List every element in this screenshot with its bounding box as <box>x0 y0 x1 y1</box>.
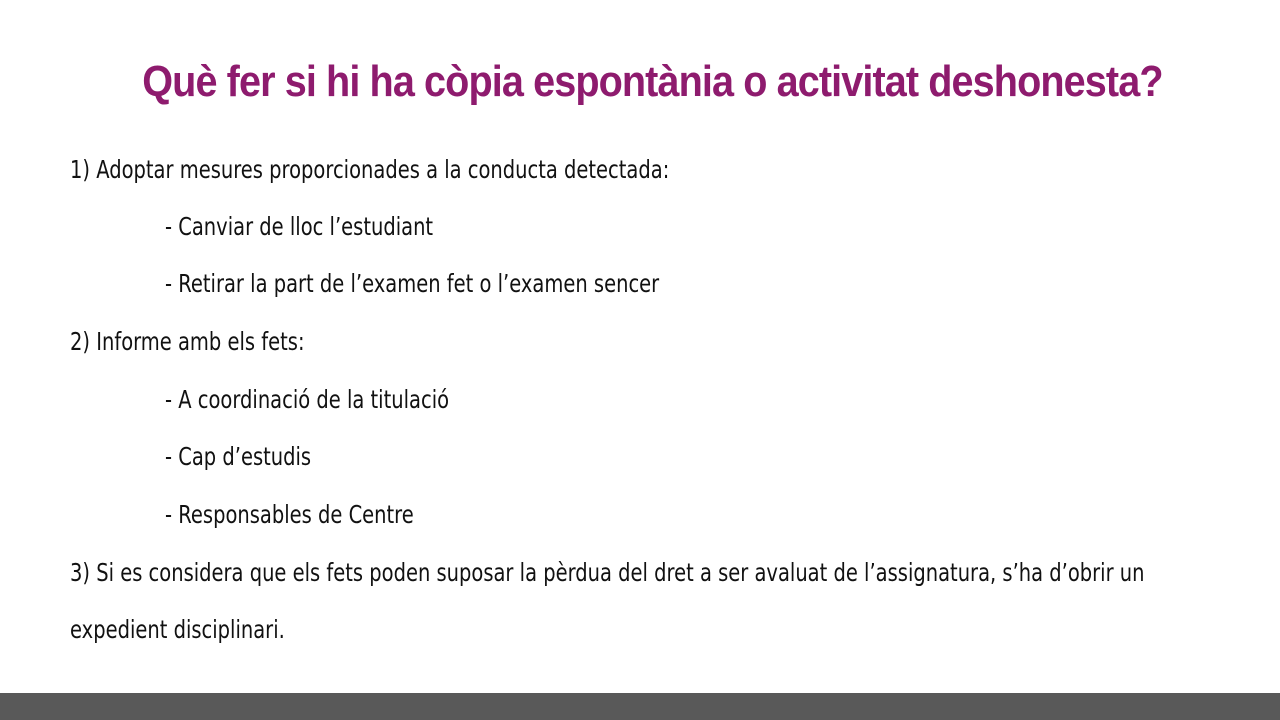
point-2: 2) Informe amb els fets: <box>70 327 305 356</box>
point-1-sub-1: - Canviar de lloc l’estudiant <box>165 212 434 241</box>
point-3: 3) Si es considera que els fets poden suposar la pèrdua del dret a ser avaluat de l’assignatura, s’ha d’obrir un <box>70 558 1145 587</box>
point-1-sub-2: - Retirar la part de l’examen fet o l’examen sencer <box>165 269 660 298</box>
point-2-sub-3: - Responsables de Centre <box>165 500 414 529</box>
point-1: 1) Adoptar mesures proporcionades a la conducta detectada: <box>70 155 670 184</box>
slide-title: Què fer si hi ha còpia espontània o activitat deshonesta? <box>142 57 1163 106</box>
point-2-sub-2: - Cap d’estudis <box>165 442 312 471</box>
point-2-sub-1: - A coordinació de la titulació <box>165 385 450 414</box>
point-3-continuation: expedient disciplinari. <box>70 615 285 644</box>
footer-bar <box>0 693 1280 720</box>
